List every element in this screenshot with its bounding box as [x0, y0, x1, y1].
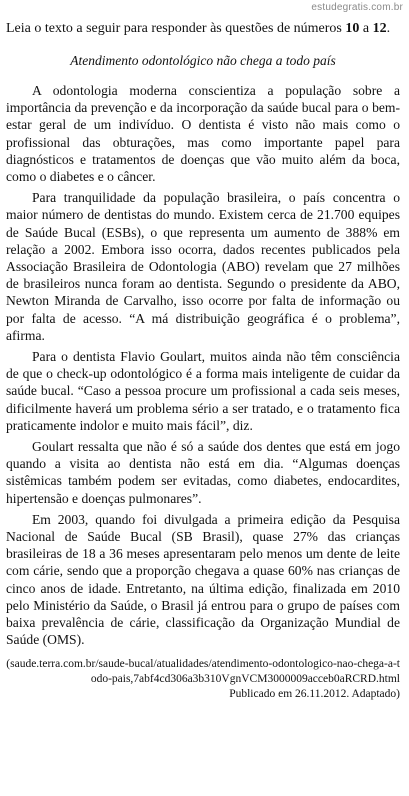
document-body [6, 20, 400, 702]
question-number-end: 12 [372, 21, 387, 36]
watermark: estudegratis.com.br [311, 2, 403, 13]
article-paragraph-5: Em 2003, quando foi divulgada a primeira edição da Pesquisa Nacional de Saúde Bucal (SB Brasil), quase 27% das crianças brasileiras de 18 a 36 meses apresentaram pelo menos um dente de leite com cárie, sendo que a proporção chegava a quase 60% nas crianças de cinco anos de idade. Entretanto, na última edição, finalizada em 2010 pelo Ministério da Saúde, o Brasil já entrou para o grupo de países com baixa prevalência de cárie, classificação da Organização Mundial de Saúde (OMS). [6, 511, 400, 648]
article-paragraph-2: Para tranquilidade da população brasileira, o país concentra o maior número de dentistas do mundo. Existem cerca de 21.700 equipes de Saúde Bucal (ESBs), o que representa um aumento de 388% em relação a 2002. Embora isso ocorra, dados recentes publicados pela Associação Brasileira de Odontologia (ABO) revelam que 27 milhões de brasileiros nunca foram ao dentista. Segundo o presidente da ABO, Newton Miranda de Carvalho, isso ocorre por falta de informação ou por falta de acesso. “A má distribuição geográfica é o problema”, afirma. [6, 190, 400, 343]
article-paragraph-4: Goulart ressalta que não é só a saúde dos dentes que está em jogo quando a visita ao dentista não está em dia. “Algumas doenças sistêmicas também podem ser evitadas, como diabetes, endocardites, hipertensão e doenças pulmonares”. [6, 439, 400, 506]
article-title: Atendimento odontológico não chega a todo país [70, 53, 336, 68]
article-source [6, 657, 400, 702]
instruction-prefix: Leia o texto a seguir para responder às questões de números [6, 21, 346, 36]
question-number-start: 10 [345, 21, 360, 36]
instruction-suffix: . [386, 21, 391, 36]
source-url: (saude.terra.com.br/saude-bucal/atualidades/atendimento-odontologico-nao-chega-a-todo-pais,7abf4cd306a3b310VgnVCM3000009acceb0aRCRD.html [6, 657, 400, 685]
instruction-text [6, 20, 400, 38]
source-published-date: Publicado em 26.11.2012. Adaptado) [229, 687, 400, 700]
article-paragraph-1: A odontologia moderna conscientiza a população sobre a importância da prevenção e da incorporação da saúde bucal para o bem-estar geral de um indivíduo. O dentista é visto não mais como o profissional das obturações, mas como importante papel para diagnósticos e tratamentos de doenças que vão muito além da boca, como o diabetes e o câncer. [6, 83, 400, 185]
article-paragraph-3: Para o dentista Flavio Goulart, muitos ainda não têm consciência de que o check-up odontológico é a forma mais inteligente de cuidar da saúde bucal. “Caso a pessoa procure um profissional a cada seis meses, dificilmente haverá um problema sério a ser tratado, e o tratamento fica praticamente indolor e muito mais fácil”, diz. [6, 349, 400, 433]
instruction-conjunction: a [359, 21, 373, 36]
